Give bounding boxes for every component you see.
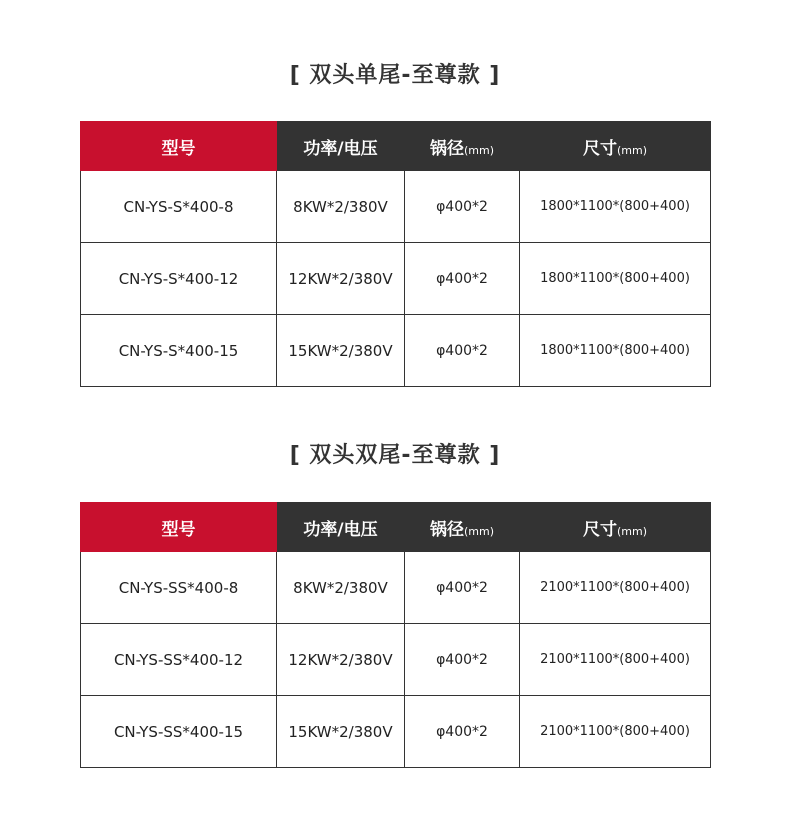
cell-model: CN-YS-S*400-15 xyxy=(81,315,277,387)
header-pot-diameter: 锅径(mm) xyxy=(405,503,520,552)
cell-power-voltage: 12KW*2/380V xyxy=(277,624,405,696)
cell-dimensions: 1800*1100*(800+400) xyxy=(520,243,711,315)
table-row xyxy=(81,243,711,315)
cell-dimensions: 1800*1100*(800+400) xyxy=(520,171,711,243)
header-model: 型号 xyxy=(81,503,277,552)
cell-pot-diameter: φ400*2 xyxy=(405,624,520,696)
cell-model: CN-YS-SS*400-15 xyxy=(81,696,277,768)
header-power-voltage: 功率/电压 xyxy=(277,503,405,552)
cell-dimensions: 2100*1100*(800+400) xyxy=(520,552,711,624)
section-title-double-tail: [ 双头双尾-至尊款 ] xyxy=(289,443,501,468)
header-pot-diameter: 锅径(mm) xyxy=(405,122,520,171)
cell-dimensions: 2100*1100*(800+400) xyxy=(520,624,711,696)
cell-pot-diameter: φ400*2 xyxy=(405,552,520,624)
section-title-single-tail: [ 双头单尾-至尊款 ] xyxy=(289,63,501,88)
header-model: 型号 xyxy=(81,122,277,171)
spec-table-single-tail xyxy=(80,121,711,387)
cell-pot-diameter: φ400*2 xyxy=(405,315,520,387)
header-dimensions: 尺寸(mm) xyxy=(520,503,711,552)
cell-model: CN-YS-SS*400-12 xyxy=(81,624,277,696)
cell-pot-diameter: φ400*2 xyxy=(405,696,520,768)
table-row xyxy=(81,171,711,243)
cell-power-voltage: 12KW*2/380V xyxy=(277,243,405,315)
cell-power-voltage: 8KW*2/380V xyxy=(277,552,405,624)
table-row xyxy=(81,552,711,624)
table-header-row xyxy=(81,503,711,552)
cell-power-voltage: 15KW*2/380V xyxy=(277,696,405,768)
cell-model: CN-YS-SS*400-8 xyxy=(81,552,277,624)
cell-pot-diameter: φ400*2 xyxy=(405,171,520,243)
table-row xyxy=(81,624,711,696)
cell-model: CN-YS-S*400-8 xyxy=(81,171,277,243)
cell-model: CN-YS-S*400-12 xyxy=(81,243,277,315)
cell-dimensions: 1800*1100*(800+400) xyxy=(520,315,711,387)
cell-dimensions: 2100*1100*(800+400) xyxy=(520,696,711,768)
cell-power-voltage: 15KW*2/380V xyxy=(277,315,405,387)
cell-power-voltage: 8KW*2/380V xyxy=(277,171,405,243)
table-row xyxy=(81,315,711,387)
spec-table-double-tail xyxy=(80,502,711,768)
table-row xyxy=(81,696,711,768)
table-header-row xyxy=(81,122,711,171)
header-dimensions: 尺寸(mm) xyxy=(520,122,711,171)
header-power-voltage: 功率/电压 xyxy=(277,122,405,171)
cell-pot-diameter: φ400*2 xyxy=(405,243,520,315)
